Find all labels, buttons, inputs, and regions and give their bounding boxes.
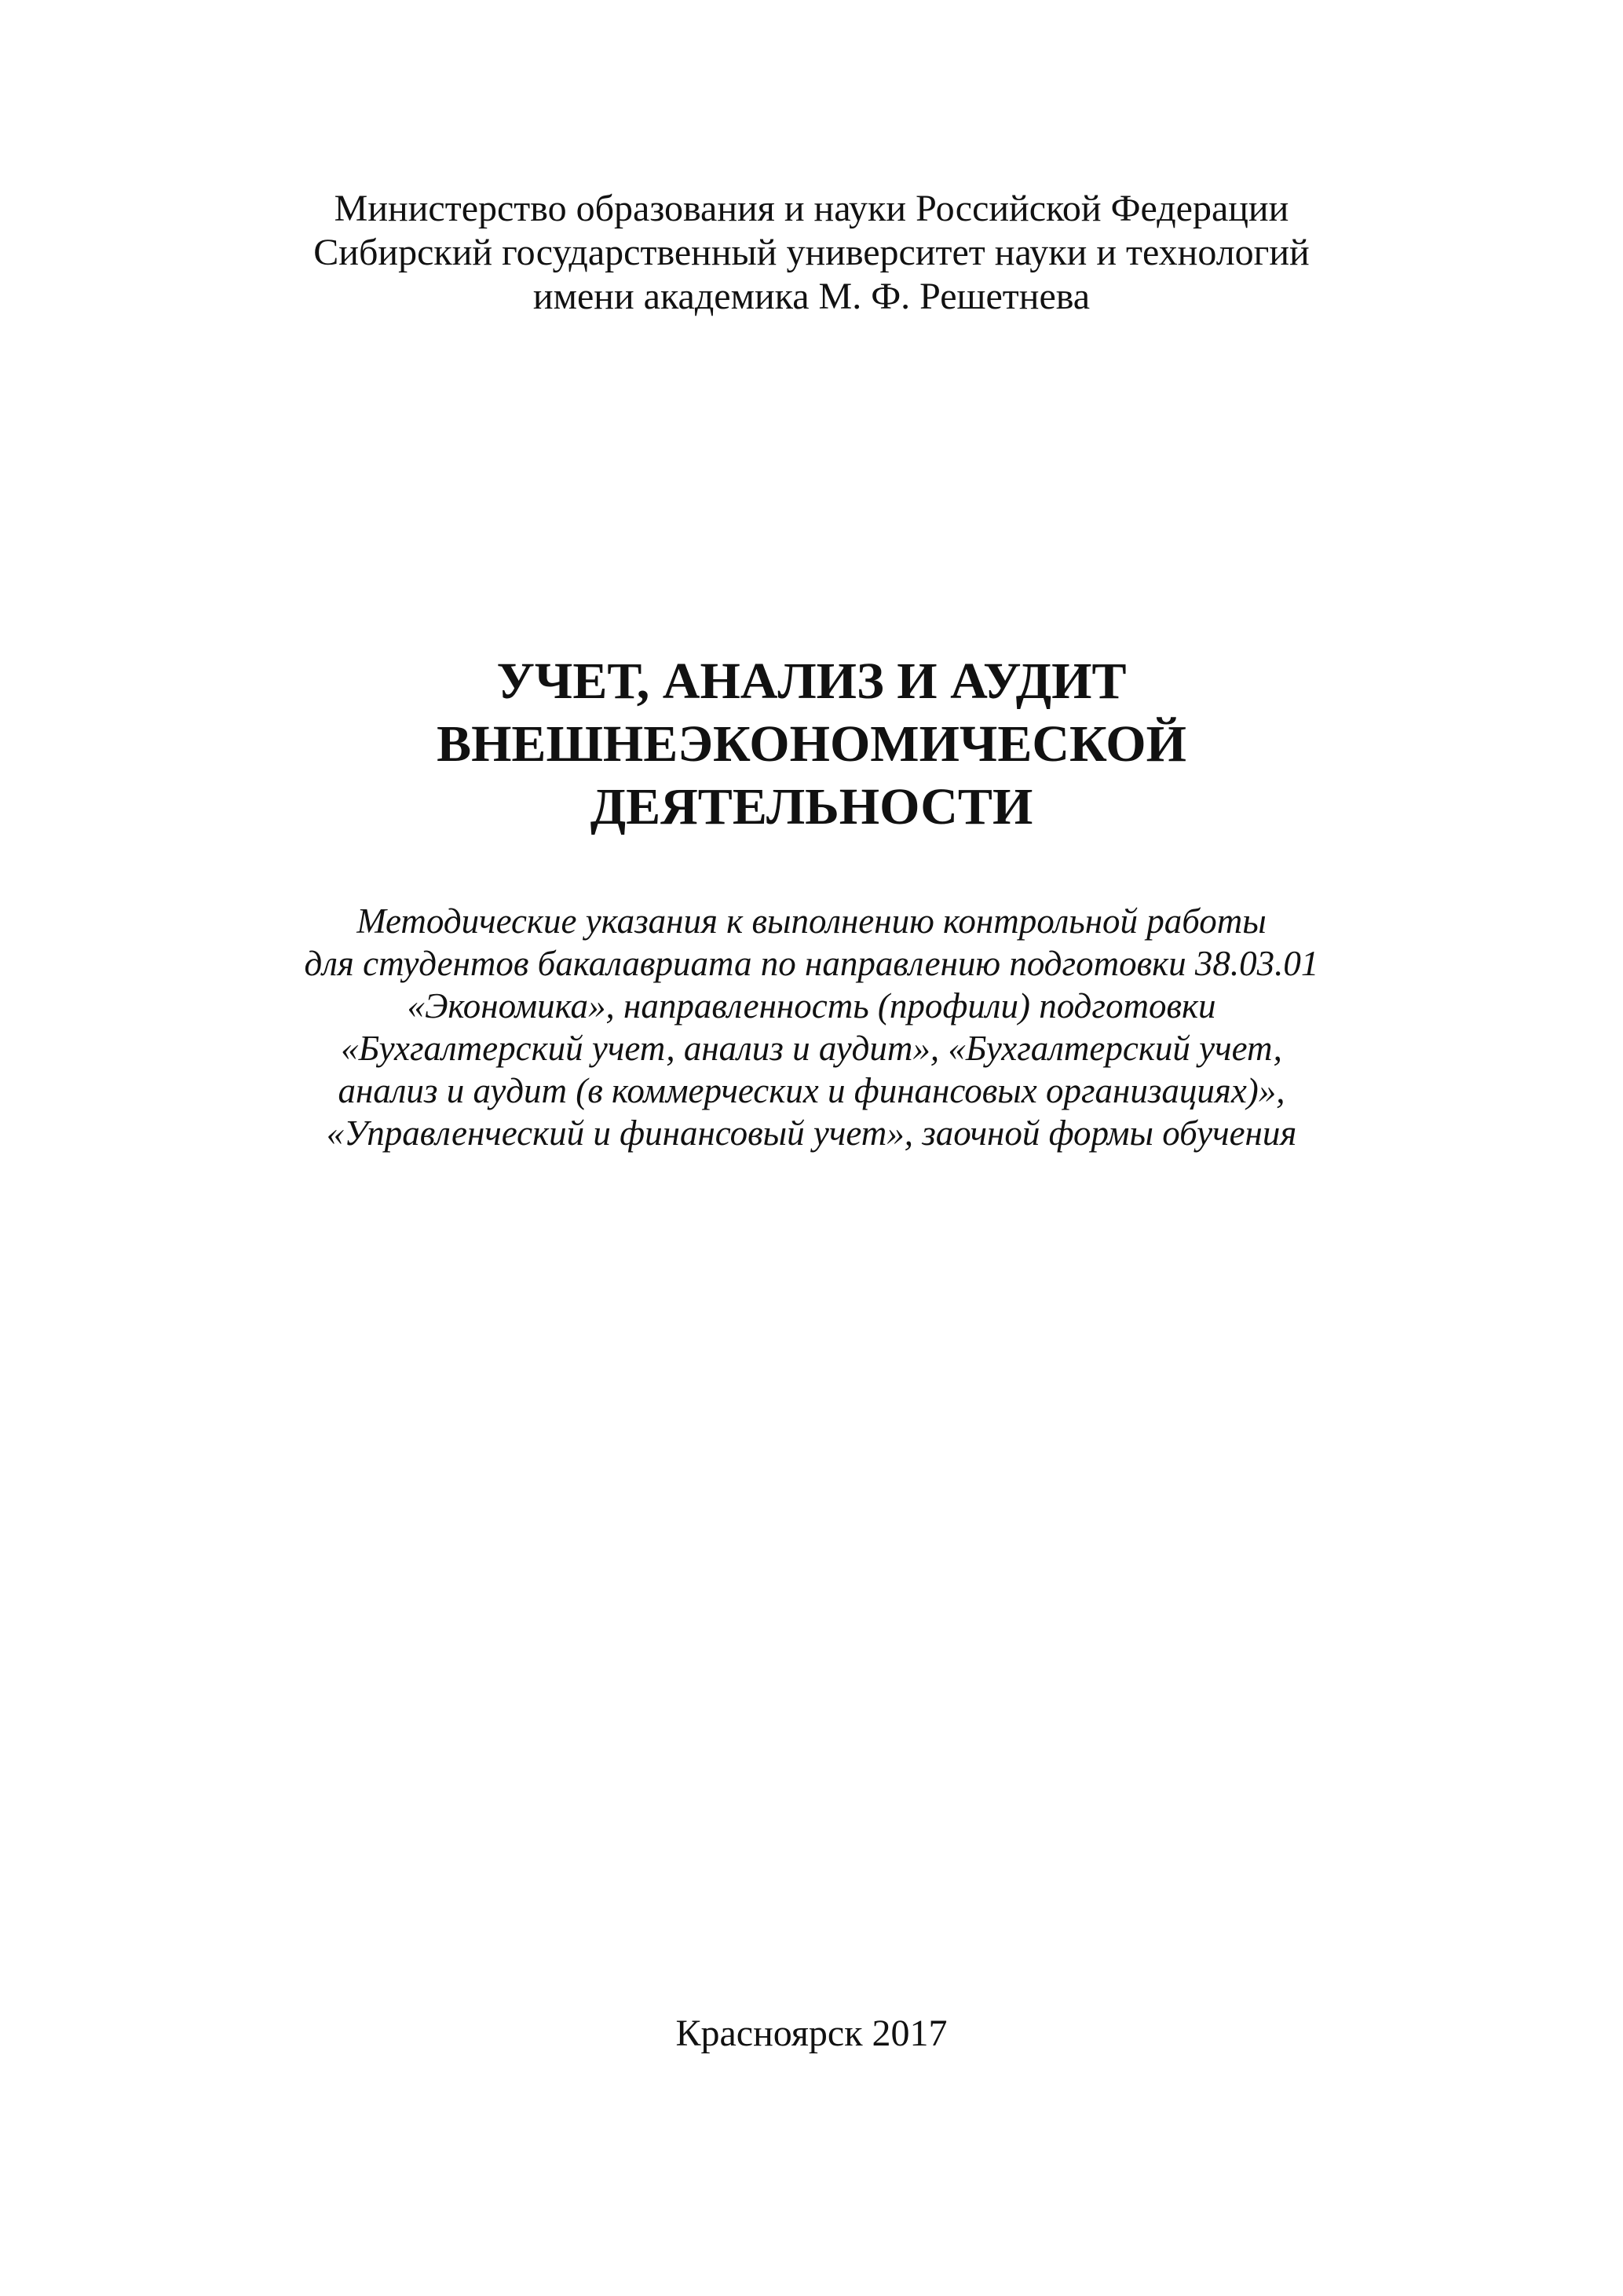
subtitle-line-6: «Управленческий и финансовый учет», заочной формы обучения (326, 1113, 1297, 1153)
subtitle-line-1: Методические указания к выполнению контрольной работы (356, 901, 1267, 941)
subtitle-line-5: анализ и аудит (в коммерческих и финансовых организациях)», (338, 1071, 1285, 1110)
header-line-university: Сибирский государственный университет науки и технологий (313, 232, 1310, 273)
subtitle-line-2: для студентов бакалавриата по направлению подготовки 38.03.01 (304, 944, 1319, 983)
publication-footer (0, 2012, 1623, 2056)
institution-header (0, 187, 1623, 319)
title-line-1: УЧЕТ, АНАЛИЗ И АУДИТ (496, 653, 1127, 710)
header-line-university-name: имени академика М. Ф. Решетнева (532, 276, 1091, 317)
subtitle-line-3: «Экономика», направленность (профили) подготовки (407, 986, 1216, 1026)
document-title (0, 650, 1623, 839)
city-year: Красноярск 2017 (675, 2013, 948, 2054)
header-line-ministry: Министерство образования и науки Российской Федерации (334, 188, 1289, 229)
subtitle-line-4: «Бухгалтерский учет, анализ и аудит», «Бухгалтерский учет, (341, 1029, 1282, 1068)
title-line-2: ВНЕШНЕЭКОНОМИЧЕСКОЙ (437, 715, 1186, 773)
document-subtitle (0, 900, 1623, 1154)
title-line-3: ДЕЯТЕЛЬНОСТИ (590, 778, 1033, 835)
